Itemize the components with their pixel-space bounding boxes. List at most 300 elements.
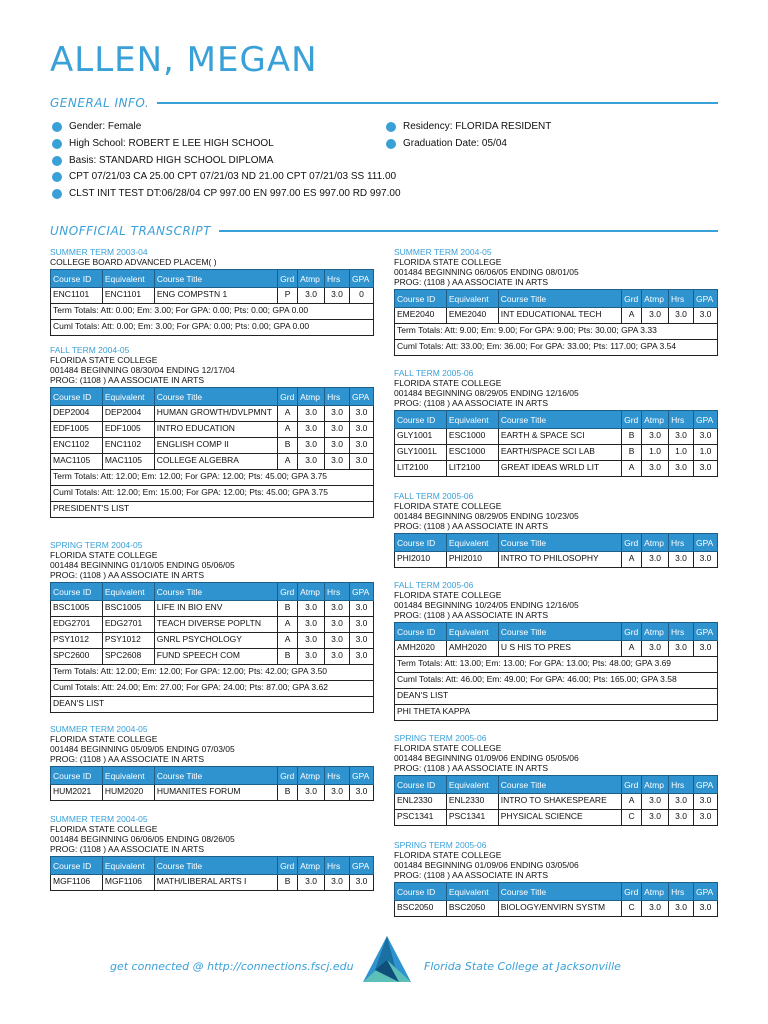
term-detail-line: PROG: (1108 ) AA ASSOCIATE IN ARTS	[50, 570, 205, 580]
column-header: Course ID	[395, 776, 447, 794]
column-header: Atmp	[298, 857, 325, 875]
table-cell: B	[622, 429, 642, 445]
info-high-school: High School: ROBERT E LEE HIGH SCHOOL	[52, 138, 274, 149]
bullet-icon	[386, 139, 396, 149]
table-row	[51, 649, 374, 665]
course-table	[50, 856, 374, 891]
table-header-row	[51, 767, 374, 785]
term-detail-line: 001484 BEGINNING 08/30/04 ENDING 12/17/04	[50, 365, 235, 375]
column-header: Atmp	[642, 883, 669, 901]
table-cell: HUM2020	[102, 785, 154, 801]
term-title: SUMMER TERM 2004-05	[50, 814, 148, 824]
info-basis: Basis: STANDARD HIGH SCHOOL DIPLOMA	[52, 155, 273, 166]
table-header-row	[51, 270, 374, 288]
table-row	[51, 438, 374, 454]
bullet-icon	[52, 172, 62, 182]
term-detail-line: PROG: (1108 ) AA ASSOCIATE IN ARTS	[50, 754, 205, 764]
term-block	[394, 368, 718, 477]
table-cell: PSC1341	[446, 810, 498, 826]
table-cell: 3.0	[693, 308, 717, 324]
table-cell: 1.0	[642, 445, 669, 461]
table-cell: PSY1012	[51, 633, 103, 649]
table-cell: EME2040	[395, 308, 447, 324]
table-cell: 3.0	[693, 810, 717, 826]
term-detail-line: 001484 BEGINNING 06/06/05 ENDING 08/26/05	[50, 834, 235, 844]
totals-row	[51, 681, 374, 697]
table-cell: BIOLOGY/ENVIRN SYSTM	[498, 901, 621, 917]
table-cell: 3.0	[298, 406, 325, 422]
table-cell: 3.0	[298, 422, 325, 438]
column-header: Hrs	[669, 776, 694, 794]
table-cell: 3.0	[298, 875, 325, 891]
table-cell: A	[622, 641, 642, 657]
term-detail-line: FLORIDA STATE COLLEGE	[50, 734, 158, 744]
totals-row	[51, 665, 374, 681]
totals-cell: DEAN'S LIST	[51, 697, 374, 713]
fscj-logo-icon	[361, 934, 413, 986]
totals-row	[51, 304, 374, 320]
table-cell: SPC2608	[102, 649, 154, 665]
table-cell: 3.0	[349, 438, 373, 454]
term-detail-line: FLORIDA STATE COLLEGE	[394, 501, 502, 511]
table-row	[395, 901, 718, 917]
column-header: Course Title	[498, 623, 621, 641]
column-header: Course ID	[395, 411, 447, 429]
table-cell: INTRO EDUCATION	[154, 422, 277, 438]
table-cell: A	[278, 454, 298, 470]
column-header: Course Title	[498, 411, 621, 429]
column-header: Atmp	[642, 290, 669, 308]
table-cell: INTRO TO SHAKESPEARE	[498, 794, 621, 810]
table-cell: 3.0	[642, 794, 669, 810]
table-cell: ENL2330	[446, 794, 498, 810]
table-cell: DEP2004	[51, 406, 103, 422]
table-cell: A	[278, 422, 298, 438]
column-header: Atmp	[642, 534, 669, 552]
column-header: Course ID	[395, 623, 447, 641]
totals-row	[395, 689, 718, 705]
table-cell: LIFE IN BIO ENV	[154, 601, 277, 617]
table-cell: MGF1106	[51, 875, 103, 891]
totals-cell: Term Totals: Att: 13.00; Em: 13.00; For GPA: 13.00; Pts: 48.00; GPA 3.69	[395, 657, 718, 673]
column-header: Hrs	[325, 857, 350, 875]
table-cell: 1.0	[693, 445, 717, 461]
table-cell: DEP2004	[102, 406, 154, 422]
table-header-row	[395, 411, 718, 429]
table-cell: LIT2100	[446, 461, 498, 477]
table-cell: ENC1101	[51, 288, 103, 304]
table-cell: 3.0	[693, 901, 717, 917]
course-table	[394, 882, 718, 917]
term-title: SPRING TERM 2004-05	[50, 540, 143, 550]
table-cell: B	[278, 649, 298, 665]
table-cell: MAC1105	[51, 454, 103, 470]
table-cell: 1.0	[669, 445, 694, 461]
table-cell: B	[622, 445, 642, 461]
table-cell: INT EDUCATIONAL TECH	[498, 308, 621, 324]
table-cell: 3.0	[325, 288, 350, 304]
table-cell: B	[278, 438, 298, 454]
term-title: SUMMER TERM 2004-05	[50, 724, 148, 734]
column-header: Equivalent	[102, 767, 154, 785]
table-cell: 3.0	[298, 601, 325, 617]
table-cell: EDG2701	[51, 617, 103, 633]
transcript-title: UNOFFICIAL TRANSCRIPT	[50, 224, 211, 238]
column-header: Atmp	[642, 623, 669, 641]
totals-cell: PHI THETA KAPPA	[395, 705, 718, 721]
table-header-row	[51, 857, 374, 875]
course-table	[50, 582, 374, 713]
table-row	[395, 810, 718, 826]
table-cell: GNRL PSYCHOLOGY	[154, 633, 277, 649]
column-header: Course ID	[395, 883, 447, 901]
table-cell: ENC1102	[102, 438, 154, 454]
column-header: Hrs	[669, 883, 694, 901]
table-cell: 3.0	[298, 785, 325, 801]
transcript-header	[50, 224, 718, 238]
term-detail-line: PROG: (1108 ) AA ASSOCIATE IN ARTS	[394, 398, 549, 408]
table-row	[51, 454, 374, 470]
column-header: Grd	[278, 583, 298, 601]
term-block	[50, 247, 374, 336]
column-header: Atmp	[298, 767, 325, 785]
info-gender: Gender: Female	[52, 121, 141, 132]
column-header: Atmp	[642, 776, 669, 794]
table-cell: 3.0	[349, 601, 373, 617]
column-header: Grd	[278, 270, 298, 288]
column-header: GPA	[349, 583, 373, 601]
table-cell: HUMANITES FORUM	[154, 785, 277, 801]
bullet-icon	[52, 189, 62, 199]
column-header: Equivalent	[446, 534, 498, 552]
table-cell: A	[278, 406, 298, 422]
term-block	[394, 247, 718, 356]
table-cell: 3.0	[298, 454, 325, 470]
table-cell: BSC1005	[102, 601, 154, 617]
table-cell: PHYSICAL SCIENCE	[498, 810, 621, 826]
table-cell: 3.0	[642, 308, 669, 324]
term-block	[50, 724, 374, 801]
table-cell: 3.0	[669, 461, 694, 477]
table-row	[51, 601, 374, 617]
table-cell: EARTH & SPACE SCI	[498, 429, 621, 445]
general-info-header	[50, 96, 718, 110]
table-header-row	[51, 388, 374, 406]
table-cell: C	[622, 810, 642, 826]
table-cell: A	[278, 633, 298, 649]
column-header: Equivalent	[102, 583, 154, 601]
table-row	[51, 422, 374, 438]
table-cell: AMH2020	[395, 641, 447, 657]
info-graduation: Graduation Date: 05/04	[386, 138, 507, 149]
table-cell: 3.0	[325, 601, 350, 617]
column-header: Hrs	[325, 583, 350, 601]
bullet-icon	[52, 122, 62, 132]
term-detail-line: FLORIDA STATE COLLEGE	[50, 550, 158, 560]
table-cell: 3.0	[642, 552, 669, 568]
table-cell: ENC1101	[102, 288, 154, 304]
term-detail-line: 001484 BEGINNING 10/24/05 ENDING 12/16/05	[394, 600, 579, 610]
column-header: Course ID	[51, 270, 103, 288]
column-header: Hrs	[669, 534, 694, 552]
table-cell: 3.0	[325, 633, 350, 649]
term-detail-line: FLORIDA STATE COLLEGE	[394, 590, 502, 600]
table-cell: 3.0	[693, 641, 717, 657]
table-cell: ENL2330	[395, 794, 447, 810]
table-cell: 3.0	[642, 641, 669, 657]
course-table	[50, 387, 374, 518]
table-cell: A	[622, 552, 642, 568]
column-header: Grd	[622, 534, 642, 552]
column-header: Course ID	[51, 857, 103, 875]
term-detail-line: 001484 BEGINNING 01/09/06 ENDING 03/05/06	[394, 860, 579, 870]
course-table	[394, 410, 718, 477]
table-cell: PSC1341	[395, 810, 447, 826]
table-cell: 3.0	[349, 617, 373, 633]
table-cell: B	[278, 875, 298, 891]
bullet-icon	[386, 122, 396, 132]
column-header: Course Title	[154, 388, 277, 406]
term-block	[394, 733, 718, 826]
table-cell: 3.0	[693, 429, 717, 445]
table-cell: B	[278, 601, 298, 617]
table-cell: 3.0	[693, 461, 717, 477]
term-detail-line: PROG: (1108 ) AA ASSOCIATE IN ARTS	[50, 375, 205, 385]
table-cell: HUMAN GROWTH/DVLPMNT	[154, 406, 277, 422]
term-detail-line: 001484 BEGINNING 06/06/05 ENDING 08/01/05	[394, 267, 579, 277]
course-table	[394, 533, 718, 568]
table-row	[395, 308, 718, 324]
table-cell: C	[622, 901, 642, 917]
totals-row	[395, 705, 718, 721]
term-title: SUMMER TERM 2003-04	[50, 247, 148, 257]
table-cell: U S HIS TO PRES	[498, 641, 621, 657]
term-title: SUMMER TERM 2004-05	[394, 247, 492, 257]
table-cell: 3.0	[298, 438, 325, 454]
column-header: Hrs	[669, 290, 694, 308]
table-cell: MGF1106	[102, 875, 154, 891]
table-cell: 3.0	[669, 552, 694, 568]
column-header: Equivalent	[102, 857, 154, 875]
totals-row	[51, 320, 374, 336]
column-header: Atmp	[298, 583, 325, 601]
table-cell: HUM2021	[51, 785, 103, 801]
totals-cell: DEAN'S LIST	[395, 689, 718, 705]
table-cell: 3.0	[298, 288, 325, 304]
table-cell: PHI2010	[395, 552, 447, 568]
column-header: Course Title	[498, 883, 621, 901]
table-cell: 3.0	[349, 454, 373, 470]
table-row	[395, 552, 718, 568]
term-detail-line: PROG: (1108 ) AA ASSOCIATE IN ARTS	[50, 844, 205, 854]
table-header-row	[51, 583, 374, 601]
column-header: GPA	[349, 270, 373, 288]
term-detail-line: 001484 BEGINNING 01/10/05 ENDING 05/06/05	[50, 560, 235, 570]
table-cell: MATH/LIBERAL ARTS I	[154, 875, 277, 891]
table-row	[395, 445, 718, 461]
column-header: Course ID	[51, 583, 103, 601]
column-header: Course Title	[154, 767, 277, 785]
column-header: Course Title	[154, 583, 277, 601]
column-header: Grd	[622, 411, 642, 429]
table-cell: 3.0	[325, 649, 350, 665]
term-block	[394, 491, 718, 568]
table-cell: 3.0	[298, 633, 325, 649]
table-cell: A	[622, 794, 642, 810]
column-header: GPA	[693, 411, 717, 429]
table-header-row	[395, 883, 718, 901]
table-cell: AMH2020	[446, 641, 498, 657]
table-cell: 0	[349, 288, 373, 304]
course-table	[394, 622, 718, 721]
column-header: Atmp	[642, 411, 669, 429]
column-header: Grd	[278, 388, 298, 406]
totals-row	[51, 697, 374, 713]
table-cell: LIT2100	[395, 461, 447, 477]
term-detail-line: PROG: (1108 ) AA ASSOCIATE IN ARTS	[394, 277, 549, 287]
table-cell: FUND SPEECH COM	[154, 649, 277, 665]
footer-url[interactable]: get connected @ http://connections.fscj.edu	[110, 960, 354, 973]
column-header: Hrs	[325, 388, 350, 406]
table-row	[395, 794, 718, 810]
column-header: Equivalent	[446, 411, 498, 429]
table-row	[395, 429, 718, 445]
table-cell: 3.0	[325, 875, 350, 891]
table-row	[51, 633, 374, 649]
term-detail-line: PROG: (1108 ) AA ASSOCIATE IN ARTS	[394, 521, 549, 531]
column-header: Equivalent	[102, 270, 154, 288]
column-header: Grd	[278, 857, 298, 875]
table-row	[51, 406, 374, 422]
table-cell: GREAT IDEAS WRLD LIT	[498, 461, 621, 477]
table-cell: PHI2010	[446, 552, 498, 568]
table-header-row	[395, 534, 718, 552]
column-header: Course Title	[154, 270, 277, 288]
totals-row	[395, 340, 718, 356]
table-cell: 3.0	[349, 406, 373, 422]
table-cell: A	[278, 617, 298, 633]
term-detail-line: PROG: (1108 ) AA ASSOCIATE IN ARTS	[394, 763, 549, 773]
term-detail-line: COLLEGE BOARD ADVANCED PLACEM( )	[50, 257, 217, 267]
table-cell: A	[622, 308, 642, 324]
term-title: FALL TERM 2005-06	[394, 368, 474, 378]
totals-cell: Cuml Totals: Att: 0.00; Em: 3.00; For GPA: 0.00; Pts: 0.00; GPA 0.00	[51, 320, 374, 336]
column-header: GPA	[693, 623, 717, 641]
table-cell: 3.0	[693, 552, 717, 568]
table-cell: 3.0	[642, 429, 669, 445]
term-title: FALL TERM 2005-06	[394, 491, 474, 501]
term-block	[50, 814, 374, 891]
column-header: Grd	[622, 776, 642, 794]
totals-row	[395, 324, 718, 340]
column-header: Equivalent	[446, 290, 498, 308]
table-header-row	[395, 623, 718, 641]
term-detail-line: FLORIDA STATE COLLEGE	[394, 257, 502, 267]
table-cell: GLY1001L	[395, 445, 447, 461]
table-cell: EARTH/SPACE SCI LAB	[498, 445, 621, 461]
course-table	[394, 775, 718, 826]
term-block	[394, 580, 718, 721]
totals-row	[395, 673, 718, 689]
table-cell: 3.0	[669, 810, 694, 826]
column-header: Hrs	[325, 270, 350, 288]
column-header: GPA	[693, 534, 717, 552]
table-cell: 3.0	[325, 617, 350, 633]
table-cell: ENC1102	[51, 438, 103, 454]
table-cell: INTRO TO PHILOSOPHY	[498, 552, 621, 568]
term-detail-line: 001484 BEGINNING 08/29/05 ENDING 12/16/05	[394, 388, 579, 398]
column-header: Course Title	[498, 776, 621, 794]
column-header: Course ID	[395, 534, 447, 552]
table-header-row	[395, 290, 718, 308]
table-cell: 3.0	[349, 649, 373, 665]
table-cell: BSC2050	[446, 901, 498, 917]
table-cell: BSC2050	[395, 901, 447, 917]
column-header: Course Title	[498, 290, 621, 308]
column-header: Course ID	[51, 767, 103, 785]
table-cell: 3.0	[642, 901, 669, 917]
table-cell: TEACH DIVERSE POPLTN	[154, 617, 277, 633]
info-cpt: CPT 07/21/03 CA 25.00 CPT 07/21/03 ND 21.00 CPT 07/21/03 SS 111.00	[52, 171, 396, 182]
header-rule	[219, 230, 718, 232]
table-cell: 3.0	[325, 422, 350, 438]
column-header: Course ID	[51, 388, 103, 406]
bullet-icon	[52, 156, 62, 166]
term-detail-line: FLORIDA STATE COLLEGE	[394, 850, 502, 860]
general-info-title: GENERAL INFO.	[50, 96, 150, 110]
table-cell: ESC1000	[446, 429, 498, 445]
table-cell: SPC2600	[51, 649, 103, 665]
info-residency: Residency: FLORIDA RESIDENT	[386, 121, 551, 132]
term-detail-line: 001484 BEGINNING 08/29/05 ENDING 10/23/05	[394, 511, 579, 521]
table-row	[51, 288, 374, 304]
term-detail-line: FLORIDA STATE COLLEGE	[50, 824, 158, 834]
table-row	[51, 617, 374, 633]
column-header: Grd	[622, 290, 642, 308]
course-table	[50, 269, 374, 336]
column-header: Course Title	[154, 857, 277, 875]
totals-cell: Cuml Totals: Att: 12.00; Em: 15.00; For GPA: 12.00; Pts: 45.00; GPA 3.75	[51, 486, 374, 502]
column-header: Hrs	[325, 767, 350, 785]
table-cell: COLLEGE ALGEBRA	[154, 454, 277, 470]
term-detail-line: 001484 BEGINNING 05/09/05 ENDING 07/03/05	[50, 744, 235, 754]
term-title: FALL TERM 2004-05	[50, 345, 130, 355]
totals-cell: Cuml Totals: Att: 46.00; Em: 49.00; For GPA: 46.00; Pts: 165.00; GPA 3.58	[395, 673, 718, 689]
bullet-icon	[52, 139, 62, 149]
table-cell: P	[278, 288, 298, 304]
table-cell: BSC1005	[51, 601, 103, 617]
table-cell: 3.0	[298, 617, 325, 633]
table-cell: EDF1005	[102, 422, 154, 438]
totals-row	[51, 502, 374, 518]
term-detail-line: FLORIDA STATE COLLEGE	[394, 378, 502, 388]
table-cell: MAC1105	[102, 454, 154, 470]
column-header: Hrs	[669, 411, 694, 429]
table-cell: 3.0	[349, 875, 373, 891]
column-header: Equivalent	[102, 388, 154, 406]
table-cell: 3.0	[693, 794, 717, 810]
table-cell: 3.0	[325, 454, 350, 470]
table-cell: 3.0	[349, 422, 373, 438]
term-detail-line: FLORIDA STATE COLLEGE	[394, 743, 502, 753]
table-cell: EDG2701	[102, 617, 154, 633]
table-row	[395, 641, 718, 657]
table-cell: B	[278, 785, 298, 801]
column-header: Grd	[278, 767, 298, 785]
table-cell: GLY1001	[395, 429, 447, 445]
table-cell: 3.0	[349, 633, 373, 649]
table-cell: 3.0	[325, 406, 350, 422]
